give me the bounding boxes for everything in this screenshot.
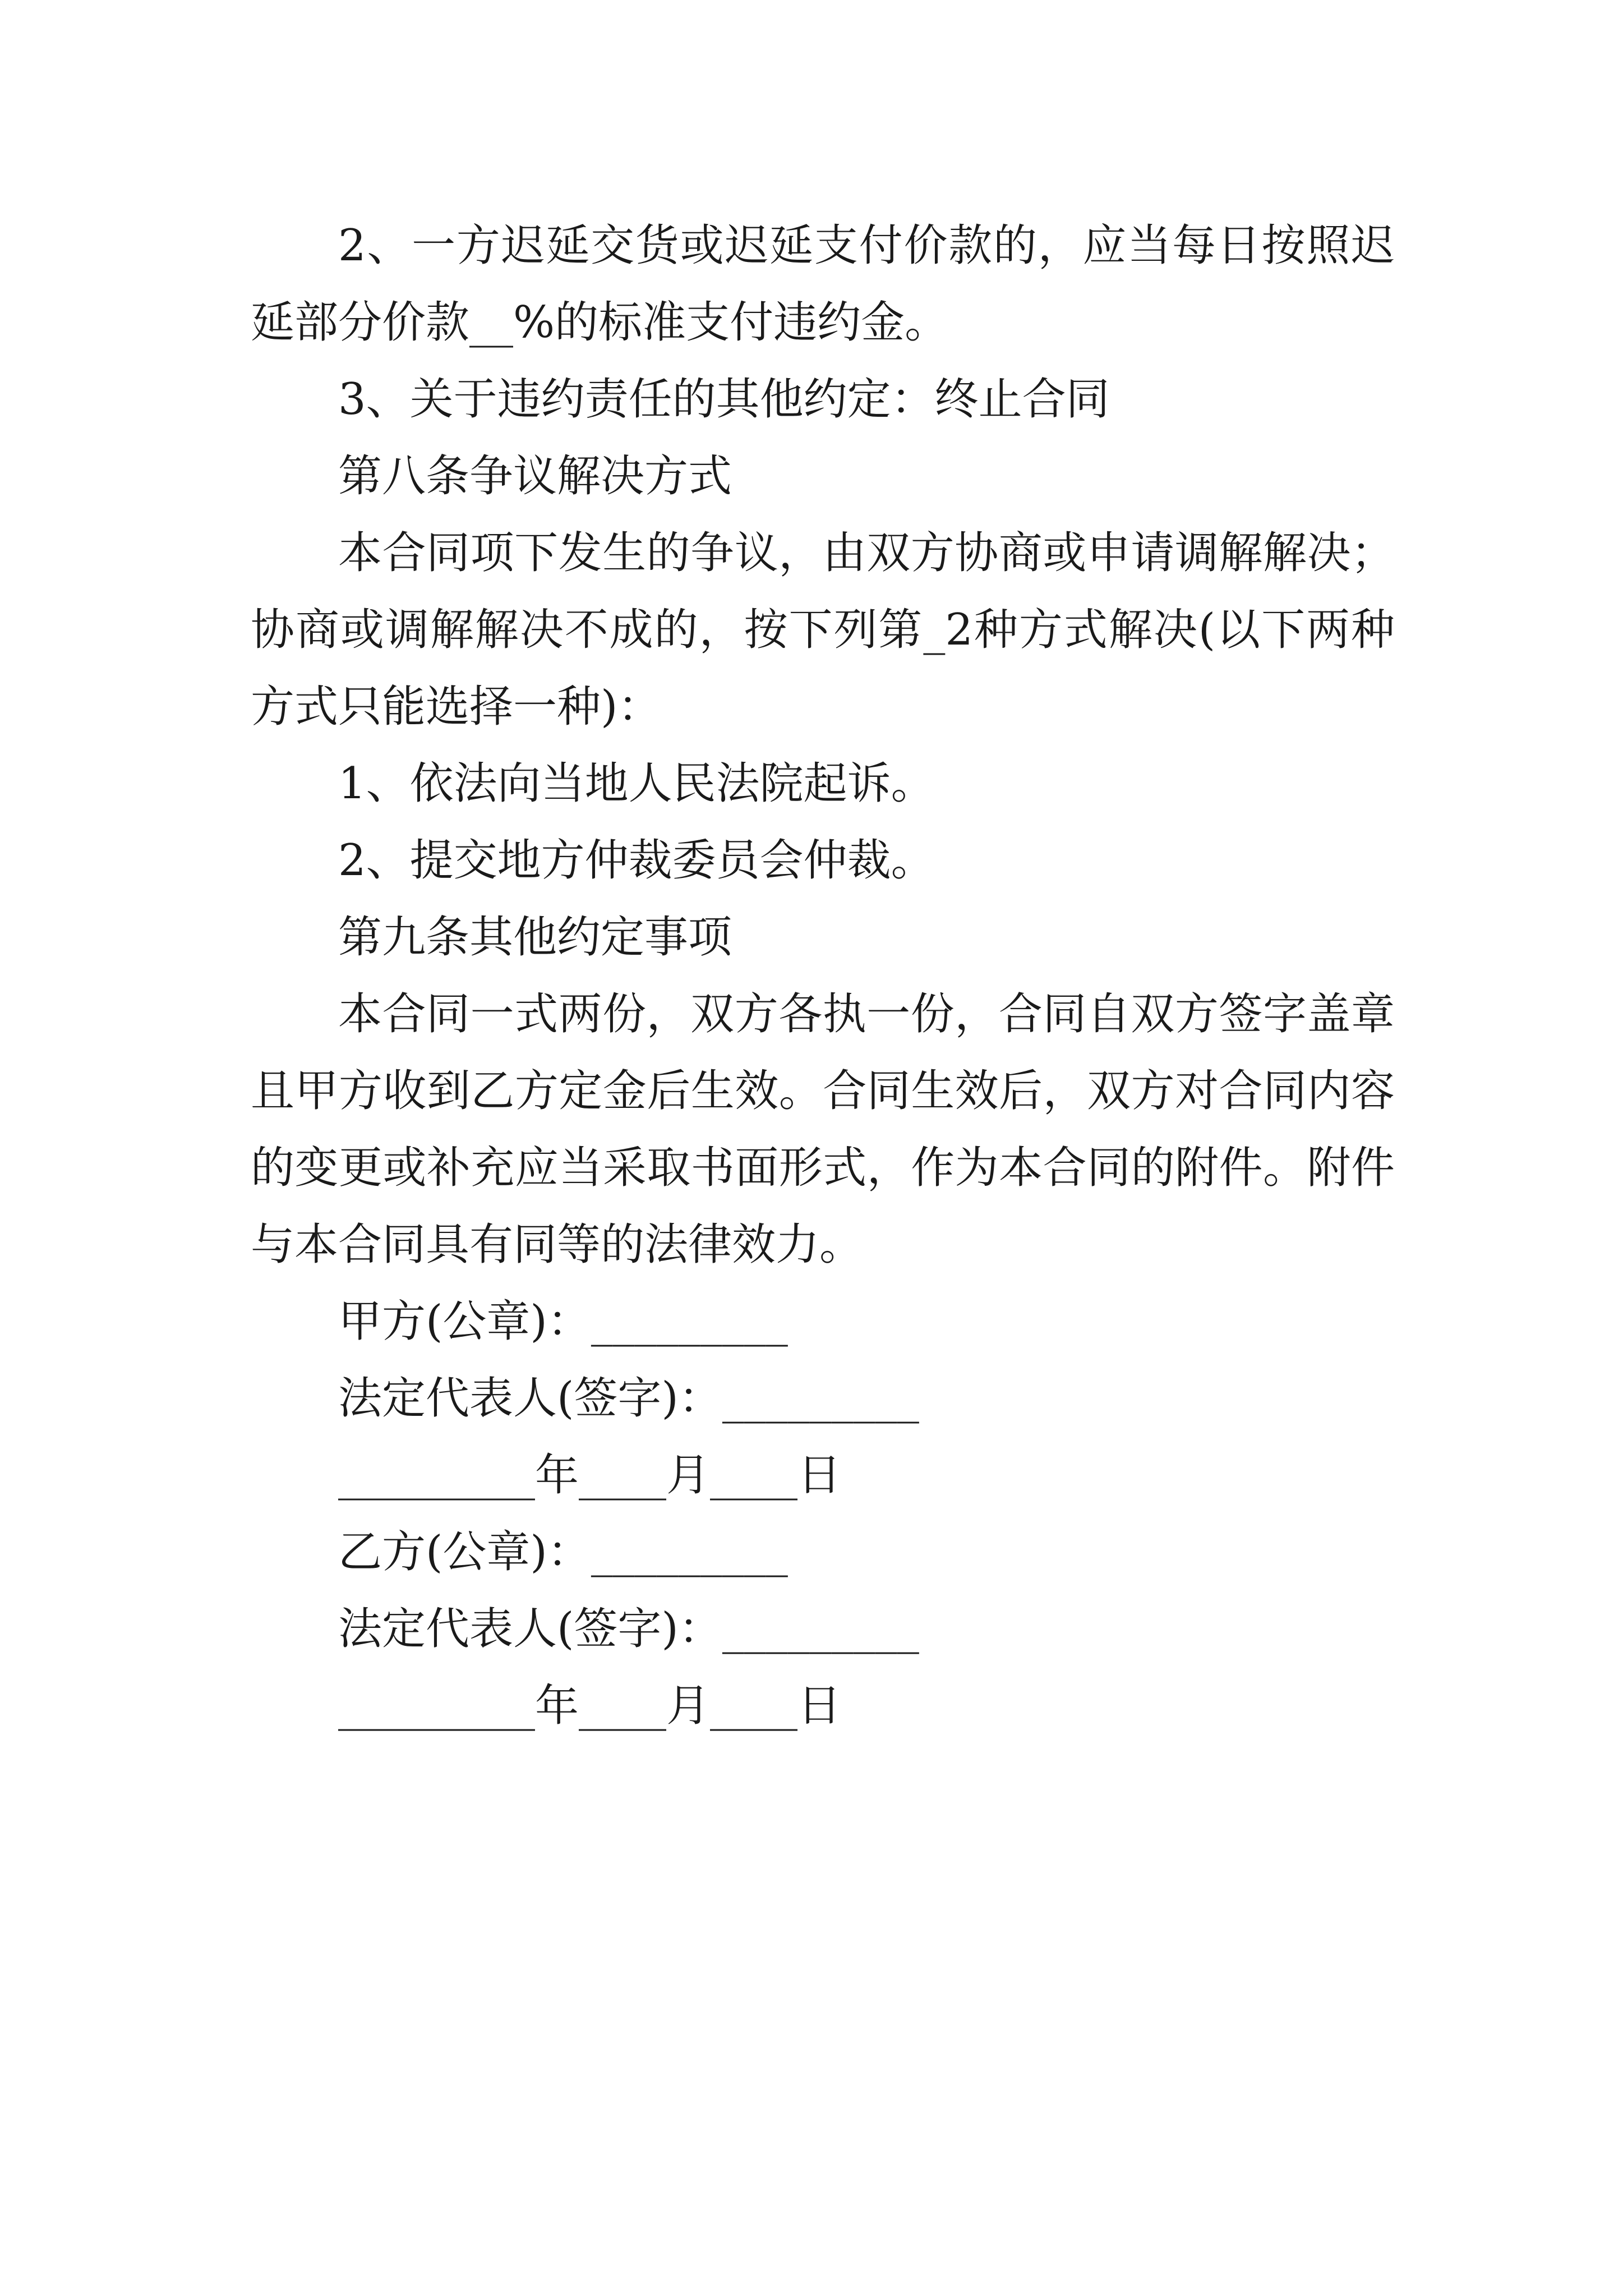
clause-paragraph: 1、依法向当地人民法院起诉。 [338, 758, 935, 809]
section-heading: 第八条争议解决方式 [338, 451, 732, 501]
clause-paragraph: 2、一方迟延交货或迟延支付价款的，应当每日按照迟延部分价款__%的标准支付违约金。 [251, 220, 1395, 348]
party-b-seal-line: 乙方(公章)：_________ [338, 1527, 788, 1577]
clause-paragraph: 2、提交地方仲裁委员会仲裁。 [338, 835, 935, 886]
party-b-date-line: _________年____月____日 [338, 1681, 842, 1731]
section-heading: 第九条其他约定事项 [338, 912, 732, 963]
party-a-representative-line: 法定代表人(签字)：_________ [338, 1373, 919, 1424]
clause-paragraph: 本合同项下发生的争议，由双方协商或申请调解解决；协商或调解解决不成的，按下列第_2种方式解决(以下两种方式只能选择一种)： [251, 528, 1395, 732]
party-b-representative-line: 法定代表人(签字)：_________ [338, 1604, 919, 1654]
clause-paragraph: 本合同一式两份，双方各执一份，合同自双方签字盖章且甲方收到乙方定金后生效。合同生效后，双方对合同内容的变更或补充应当采取书面形式，作为本合同的附件。附件与本合同具有同等的法律效力。 [251, 989, 1395, 1270]
clause-paragraph: 3、关于违约责任的其他约定：终止合同 [338, 374, 1110, 425]
party-a-seal-line: 甲方(公章)：_________ [338, 1296, 788, 1347]
party-a-date-line: _________年____月____日 [338, 1450, 842, 1501]
document-body [251, 208, 1395, 1745]
